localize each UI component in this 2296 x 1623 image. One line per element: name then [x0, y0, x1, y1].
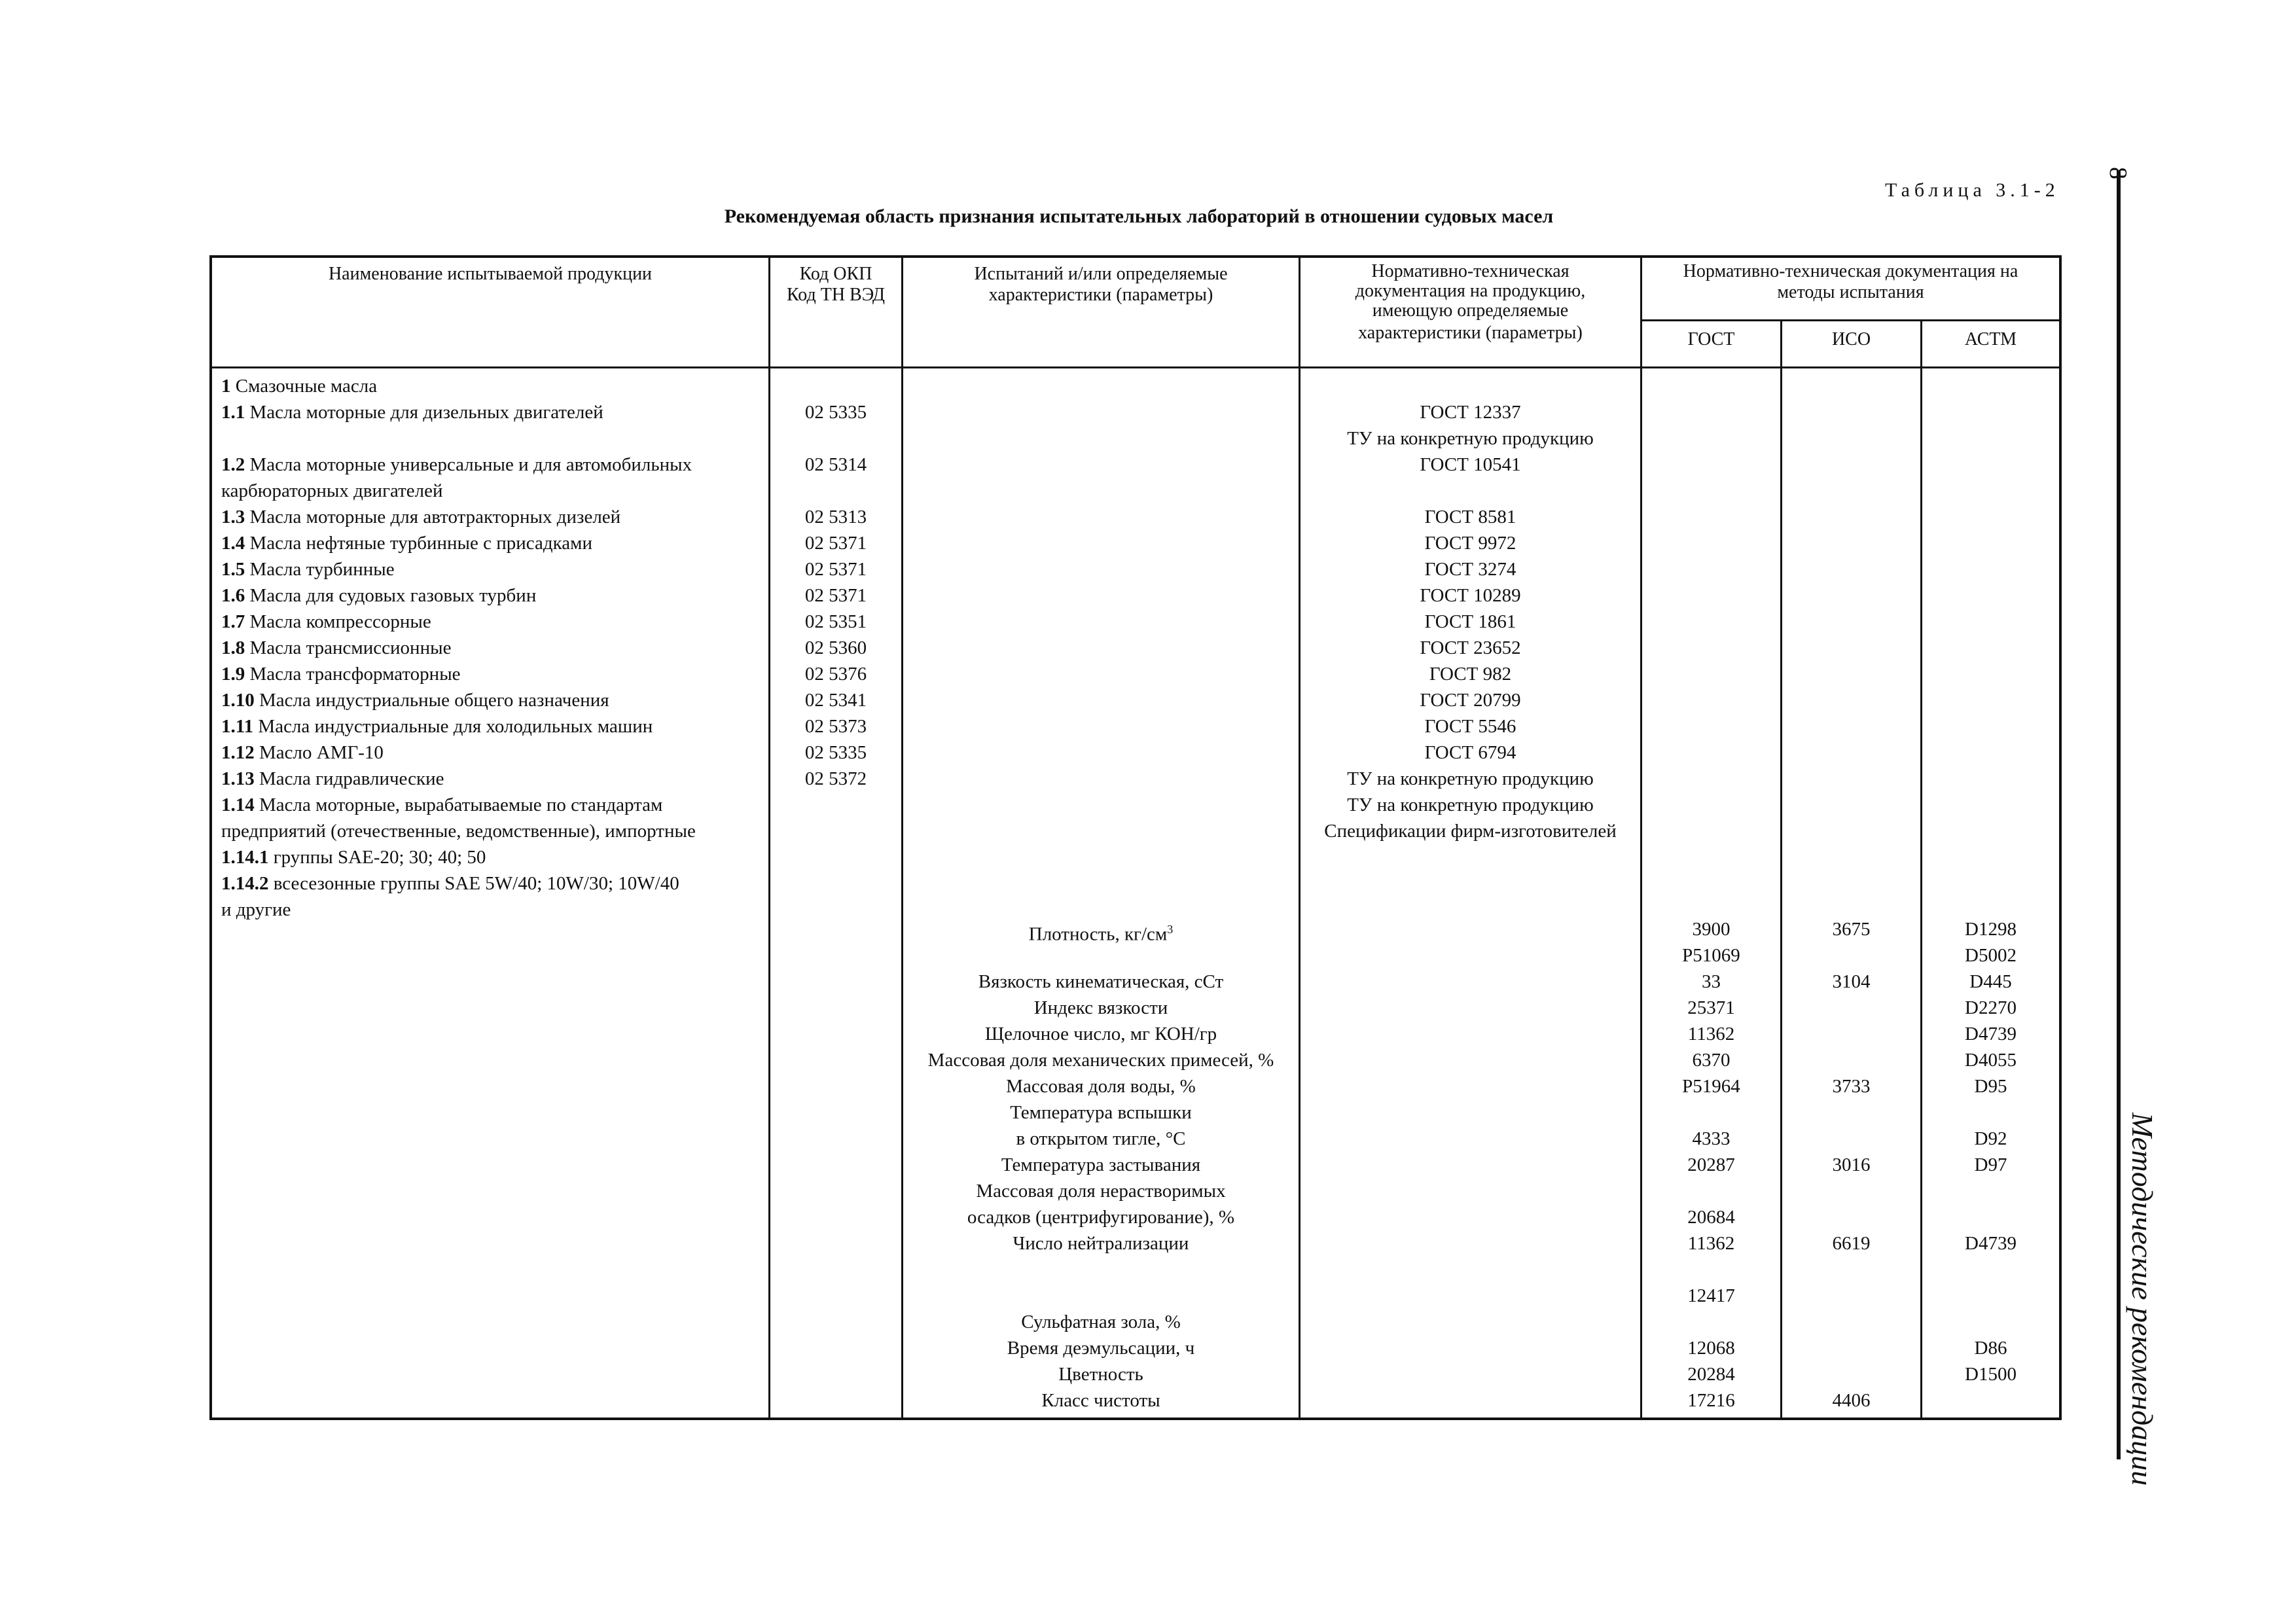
- product-row: [221, 897, 764, 923]
- product-standard: Спецификации фирм-изготовителей: [1324, 821, 1617, 842]
- product-number: 1.2: [221, 454, 245, 475]
- header-product-doc-line2: документация на продукцию,: [1355, 281, 1586, 301]
- test-parameter: [903, 1204, 1299, 1230]
- test-parameter-text: осадков (центрифугирование), %: [967, 1207, 1235, 1228]
- gost-method: 4333: [1692, 1128, 1731, 1149]
- product-row: [221, 635, 764, 661]
- product-number: 1.6: [221, 585, 245, 606]
- okp-code: 02 5335: [804, 402, 867, 423]
- test-parameter: [903, 969, 1299, 995]
- astm-method: D5002: [1965, 945, 2017, 966]
- header-methods-doc-line1: Нормативно-техническая документация на: [1683, 261, 2018, 281]
- product-number: 1.14.2: [221, 873, 269, 894]
- product-name: группы SAE-20; 30; 40; 50: [273, 847, 486, 868]
- iso-method: 6619: [1832, 1233, 1871, 1254]
- product-row: [221, 556, 764, 582]
- test-parameter-text: Время деэмульсации, ч: [1007, 1338, 1195, 1359]
- test-parameter-text: Плотность, кг/см: [1028, 923, 1168, 945]
- product-row: [221, 870, 764, 897]
- product-name: предприятий (отечественные, ведомственные), импортные: [221, 821, 696, 842]
- astm-method: D86: [1974, 1338, 2007, 1359]
- test-parameter: [903, 1047, 1299, 1073]
- iso-method: 3733: [1832, 1076, 1871, 1097]
- product-name: и другие: [221, 899, 291, 920]
- test-parameter-text: Сульфатная зола, %: [1021, 1311, 1181, 1332]
- product-standard: ГОСТ 5546: [1424, 716, 1516, 737]
- product-row: [221, 582, 764, 609]
- product-standard: ГОСТ 1861: [1424, 611, 1516, 632]
- product-standard: ГОСТ 3274: [1424, 559, 1516, 580]
- product-standard: ГОСТ 9972: [1424, 533, 1516, 554]
- test-parameter: [903, 1309, 1299, 1335]
- product-number: 1.5: [221, 559, 245, 580]
- test-parameter: [903, 1230, 1299, 1257]
- header-iso: ИСО: [1831, 329, 1871, 349]
- product-number: 1.4: [221, 533, 245, 554]
- header-rule: [212, 366, 2059, 368]
- gost-method: 12068: [1687, 1338, 1735, 1359]
- product-standard: ГОСТ 12337: [1420, 402, 1521, 423]
- col-rule: [768, 258, 770, 1418]
- iso-method: 3016: [1832, 1154, 1871, 1175]
- margin-rule: [2117, 170, 2121, 1459]
- table-caption: Рекомендуемая область признания испытательных лабораторий в отношении судовых масел: [724, 205, 1554, 227]
- astm-method: D2270: [1965, 997, 2017, 1018]
- product-standard: ТУ на конкретную продукцию: [1347, 768, 1594, 789]
- okp-code: 02 5360: [804, 637, 867, 658]
- test-parameter-text: Температура застывания: [1001, 1154, 1201, 1175]
- product-name: Масла моторные универсальные и для автомобильных: [249, 454, 692, 475]
- astm-method: D445: [1969, 971, 2012, 992]
- product-row: [221, 661, 764, 687]
- gost-method: 11362: [1687, 1024, 1735, 1044]
- product-name: Смазочные масла: [235, 376, 378, 397]
- okp-code: 02 5372: [804, 768, 867, 789]
- header-product-doc-line3: имеющую определяемые: [1372, 300, 1569, 321]
- unit-superscript: 3: [1167, 923, 1174, 936]
- astm-method: D1500: [1965, 1364, 2017, 1385]
- product-number: 1.7: [221, 611, 245, 632]
- okp-code: 02 5371: [804, 585, 867, 606]
- header-code-tnved: Код ТН ВЭД: [787, 285, 885, 305]
- okp-code: 02 5335: [804, 742, 867, 763]
- product-number: 1.14: [221, 794, 255, 815]
- product-number: 1.14.1: [221, 847, 269, 868]
- okp-code: 02 5373: [804, 716, 867, 737]
- test-parameter: [903, 1178, 1299, 1204]
- test-parameter-text: Температура вспышки: [1010, 1102, 1192, 1123]
- okp-code: 02 5371: [804, 559, 867, 580]
- gost-method: 20287: [1687, 1154, 1735, 1175]
- gost-method: 20284: [1687, 1364, 1735, 1385]
- header-product-doc-line1: Нормативно-техническая: [1371, 261, 1570, 281]
- okp-code: 02 5314: [804, 454, 867, 475]
- okp-code: 02 5376: [804, 664, 867, 685]
- header-tests-line1: Испытаний и/или определяемые: [974, 264, 1228, 284]
- test-parameter-text: Цветность: [1058, 1364, 1143, 1385]
- test-parameter-text: Массовая доля воды, %: [1006, 1076, 1196, 1097]
- gost-method: P51964: [1682, 1076, 1740, 1097]
- product-standard: ТУ на конкретную продукцию: [1347, 794, 1594, 815]
- gost-method: 11362: [1687, 1233, 1735, 1254]
- test-parameter-text: в открытом тигле, °С: [1016, 1128, 1186, 1149]
- okp-code: 02 5341: [804, 690, 867, 711]
- product-name: Масла трансмиссионные: [249, 637, 452, 658]
- product-number: 1.3: [221, 507, 245, 527]
- product-number: 1: [221, 376, 231, 397]
- product-row: [221, 687, 764, 713]
- header-tests-line2: характеристики (параметры): [988, 285, 1213, 305]
- header-gost: ГОСТ: [1687, 329, 1735, 349]
- product-number: 1.8: [221, 637, 245, 658]
- gost-method: 12417: [1687, 1285, 1735, 1306]
- test-parameter: [903, 995, 1299, 1021]
- product-name: Масла турбинные: [249, 559, 395, 580]
- product-name: Масла для судовых газовых турбин: [249, 585, 537, 606]
- product-name: Масло АМГ-10: [259, 742, 384, 763]
- product-name: Масла трансформаторные: [249, 664, 461, 685]
- running-title: Методические рекомендации: [2126, 1113, 2159, 1486]
- gost-method: P51069: [1682, 945, 1740, 966]
- product-row: [221, 818, 764, 844]
- gost-method: 6370: [1692, 1050, 1731, 1071]
- iso-method: 3104: [1832, 971, 1871, 992]
- test-parameter: [903, 1152, 1299, 1178]
- astm-method: D95: [1974, 1076, 2007, 1097]
- astm-method: D92: [1974, 1128, 2007, 1149]
- test-parameter: [903, 916, 1299, 948]
- product-standard: ГОСТ 8581: [1424, 507, 1516, 527]
- okp-code: 02 5371: [804, 533, 867, 554]
- product-name: Масла компрессорные: [249, 611, 431, 632]
- test-parameter: [903, 1387, 1299, 1414]
- test-parameter-text: Массовая доля нерастворимых: [976, 1181, 1226, 1202]
- iso-method: 4406: [1832, 1390, 1871, 1411]
- gost-method: 17216: [1687, 1390, 1735, 1411]
- page-number: 8: [2104, 167, 2132, 179]
- test-parameter: [903, 1073, 1299, 1099]
- product-number: 1.13: [221, 768, 255, 789]
- header-product: Наименование испытываемой продукции: [328, 264, 653, 284]
- astm-method: D4739: [1965, 1024, 2017, 1044]
- product-standard: ГОСТ 10289: [1420, 585, 1521, 606]
- product-standard: ГОСТ 982: [1429, 664, 1512, 685]
- gost-method: 3900: [1692, 919, 1731, 940]
- product-row: [221, 740, 764, 766]
- product-row: [221, 530, 764, 556]
- astm-method: D1298: [1965, 919, 2017, 940]
- product-row: [221, 609, 764, 635]
- product-row: [221, 452, 764, 478]
- header-code-okp: Код ОКП: [799, 264, 872, 284]
- product-row: [221, 766, 764, 792]
- product-standard: ТУ на конкретную продукцию: [1347, 428, 1594, 449]
- okp-code: 02 5351: [804, 611, 867, 632]
- astm-method: D4739: [1965, 1233, 2017, 1254]
- gost-method: 33: [1702, 971, 1721, 992]
- product-name: Масла гидравлические: [259, 768, 444, 789]
- test-parameter-text: Щелочное число, мг КОН/гр: [984, 1024, 1217, 1044]
- product-row: [221, 478, 764, 504]
- test-parameter-text: Индекс вязкости: [1033, 997, 1168, 1018]
- product-row: [221, 504, 764, 530]
- test-parameter: [903, 1099, 1299, 1126]
- astm-method: D4055: [1965, 1050, 2017, 1071]
- test-parameter-text: Вязкость кинематическая, сСт: [978, 971, 1224, 992]
- product-number: 1.1: [221, 402, 245, 423]
- oil-labs-table: [209, 255, 2062, 1420]
- test-parameter-text: Класс чистоты: [1041, 1390, 1160, 1411]
- gost-method: 20684: [1687, 1207, 1735, 1228]
- product-number: 1.9: [221, 664, 245, 685]
- product-number: 1.12: [221, 742, 255, 763]
- product-row: [221, 373, 764, 399]
- header-rule: [1640, 319, 2059, 321]
- test-parameter: [903, 1335, 1299, 1361]
- test-parameter-text: Массовая доля механических примесей, %: [927, 1050, 1274, 1071]
- header-astm: АСТМ: [1964, 329, 2017, 349]
- table-label: Таблица 3.1-2: [1885, 179, 2060, 201]
- product-standard: ГОСТ 23652: [1420, 637, 1521, 658]
- product-standard: ГОСТ 10541: [1420, 454, 1521, 475]
- header-product-doc-line4: характеристики (параметры): [1358, 323, 1583, 343]
- header-methods-doc-line2: методы испытания: [1777, 282, 1924, 302]
- product-row: [221, 792, 764, 818]
- product-name: карбюраторных двигателей: [221, 480, 443, 501]
- product-name: Масла моторные, вырабатываемые по стандартам: [259, 794, 663, 815]
- product-name: Масла нефтяные турбинные с присадками: [249, 533, 593, 554]
- astm-method: D97: [1974, 1154, 2007, 1175]
- product-row: [221, 713, 764, 740]
- test-parameter: [903, 1021, 1299, 1047]
- product-number: 1.10: [221, 690, 255, 711]
- product-name: Масла моторные для автотракторных дизелей: [249, 507, 621, 527]
- product-row: [221, 399, 764, 425]
- test-parameter-text: Число нейтрализации: [1013, 1233, 1189, 1254]
- product-name: всесезонные группы SAE 5W/40; 10W/30; 10W/40: [273, 873, 679, 894]
- product-row: [221, 844, 764, 870]
- product-name: Масла моторные для дизельных двигателей: [249, 402, 603, 423]
- product-name: Масла индустриальные для холодильных машин: [258, 716, 653, 737]
- product-standard: ГОСТ 6794: [1424, 742, 1516, 763]
- iso-method: 3675: [1832, 919, 1871, 940]
- product-name: Масла индустриальные общего назначения: [259, 690, 609, 711]
- okp-code: 02 5313: [804, 507, 867, 527]
- product-standard: ГОСТ 20799: [1420, 690, 1521, 711]
- test-parameter: [903, 1126, 1299, 1152]
- test-parameter: [903, 1361, 1299, 1387]
- product-number: 1.11: [221, 716, 254, 737]
- gost-method: 25371: [1687, 997, 1735, 1018]
